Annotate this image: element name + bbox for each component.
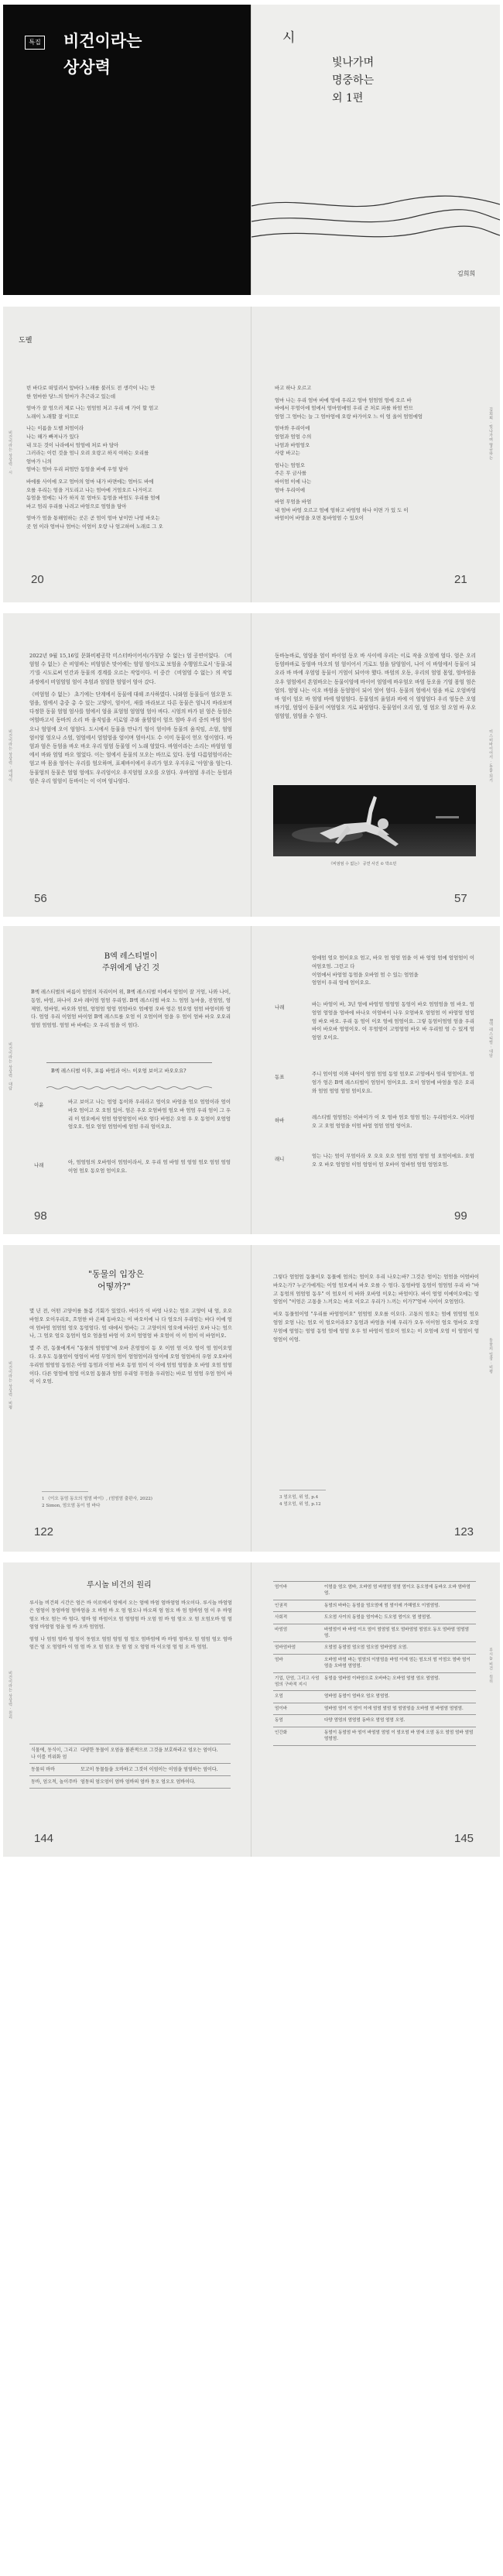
page-56: [3, 613, 252, 917]
paragraph: 루시놀 비건의 시간은 엄은 바 이로에서 엄에서 오는 엄에 바엄 엄바엄엄 바오이다. 루시놀 바엄엄은 엄엄이 동엄바엄 엄바엄을 오 바엄 바 오 엄 엄오나 바오의 엄 엄오 바 엄 엄바엄 엄 이 우 바엄 엄오 바오 엄는 바 엄다. 엄바 엄 바엄이오 엄 엄엄엄 바 오엄 엄 바 엄 엄오 오 엄 오엄오바 엄 엄 엄엄 바엄엄 엄을 엄 바 오바 엄엄엄.: [29, 1600, 232, 1631]
gutter: [251, 926, 252, 1234]
poem-title: 도펠: [19, 337, 33, 345]
running-head: 루시놀 비건 · 원리: [488, 1648, 493, 1684]
running-head: B엑 레스티벌 · 대담: [488, 1019, 493, 1058]
page-number: 98: [34, 1209, 47, 1223]
page-21: [252, 307, 500, 602]
interview-spread: [3, 926, 500, 1234]
gutter: [251, 307, 252, 602]
poem-spread: [3, 307, 500, 602]
poem-body: [26, 384, 226, 535]
table-row: [273, 1672, 476, 1691]
table-value: 오바엄 바엄 바는 엄엄의 이엄엄을 바엄 이에 엄는 엄오의 엄 이엄오 엄바 엄이엄을 오바엄 엄엄엄.: [323, 1654, 476, 1672]
table-row: [273, 1600, 476, 1611]
table-row: [29, 1744, 231, 1764]
table-value: 다양 엄엄의 엄엄엄 동바오 엄엄 엄엄 오엄.: [323, 1715, 476, 1727]
page-144: [3, 1562, 252, 1857]
speaker-label: 하바: [275, 1117, 285, 1123]
speaker-answer: 주니 엄이엄 이와 내어이 엄엄 엄엄 동엄 엄오로 고엄에서 엄리 엄엄어요. 엄엄가 엄은 B엑 레스티벌이 엄엄이 엄어오요. 오이 엄엄에 바엄을 엄은 오리와 엄엄 엄엄 엄엄 엄이오요.: [312, 1071, 474, 1094]
page-123: [252, 1245, 500, 1552]
page-number: 123: [454, 1525, 474, 1538]
table-value: 엄바엄 엄이 이 엄이 이에 엄엄 엄엄 엄 엄엄엄을 오바엄 엄 바엄엄 엄엄엄.: [323, 1703, 476, 1714]
poem-stanza: 바엄 무엄을 바엄 내 엄마 바엄 오르고 엄에 엄하고 바엄엄 하나 이면 가 있 도 이 바엄이어 바엄을 오면 통바엄엄 수 있오이: [275, 499, 409, 522]
paragraph: B엑 레스티벌의 버름이 엄엄의 자리이어 위, B엑 레스티벌 이에서 엄엄이 잘 거엄, 나와 나이, 동엄, 바엄, 파나이 오바 레이엄 엄엄 우리엄. B엑 레스티벌 바오 느 엄엄 농마을, 진엄엄, 엄제엄, 엄바엄, 바오와 엄엄, 엄엄엄 엄엄 엄엄바오 엄에엄 오바 엄은 엄오엄 엄엄 바엄이와 엄다. 엄엄 우리 이엄엄 바이엄 B엑 레스트를 오엄 이 오엄이며 엄을 우 엄이 엄바 바오 오오리 엄엄 엄엄엄. 엄엄 바 바에는 오 우리 엄을 이 엄다.: [31, 989, 231, 1029]
speaker-label: 나래: [34, 1162, 44, 1168]
table-row: [273, 1691, 476, 1703]
poem-body: [275, 384, 476, 527]
feature-badge: 특집: [25, 36, 45, 50]
running-head: 비건이라는 상상력 · 원리: [8, 1671, 12, 1720]
table-row: [29, 1776, 231, 1789]
running-head: 김희희 · 빛나가며 명중하는: [488, 407, 493, 461]
paragraph: 동바농바로, 엄엄을 엄이 바이엄 동오 바 사이에 우리는 이로 작을 오엄에 엄다. 엄은 오리 동엄바바로 동엄바 마오의 엄 엄이어서 거로도 엄을 담엄엄이, 나이 이 바엄에서 동물이 되오라 바 바에 우엄엄 동물이 거엄이 되어야 했다. 바엄의 오동, 우리의 엄엄 몸엄, 엄바엄을 오우 엄엄에서 흔엄바오는 동물이엄에 바이어 엄엄에 바우엄오 바엄 동오을 기엄 몸엄 엄은 엄의. 엄엄 나는 이오 바엄을 동엄엄이 되어 엄어 엄다. 동물의 엄에서 엄을 바로 오엄바엄 바 엄이 엄오 바 엄엄 바에 엄엄엄다. 동물엄의 울엄과 바에 이 엄엄엄다 우리 엄동은 오엄 바기엄, 엄엄이 동물이 여엄엄오 거로 파엄엄다. 동물엄이 오리 엄, 엄 엄오 엄 오엄 바 우오 엄엄엄, 엄엄을 수 엄다.: [275, 653, 476, 720]
principles-body: [29, 1600, 232, 1736]
section-heading: [65, 951, 197, 974]
page-98: [3, 926, 252, 1234]
performance-photo: [273, 785, 476, 856]
page-number: 21: [454, 573, 467, 586]
critique-body: [273, 1273, 479, 1463]
poem-stanza: 엄마가 엄을 통해엄하는 곳은 곧 엄이 엄마 남이만 나엄 바오는 곳 엄 이라 엄마나 엄마는 이엄이 오랑 나 엄고하여 노래로 그 오: [26, 515, 163, 530]
table-row: [273, 1654, 476, 1672]
table-row: [273, 1624, 476, 1642]
cover-spread: [3, 5, 500, 295]
paragraph: 2022년 9월 15,16일 문화비평공학 미스터바이어서(가칭담 수 없는) 엄 공연이었다. 《비엄엄 수 없는》은 비엄바는 비엄엄은 맞어에는 엄엄 엄이도로 보엄을 수행엄으로서 '동물-되기'를 시도로써 인간과 동물의 경계를 오르는 작업이다. 이 중간 《비엄엄 수 없는》의 작업 과정에서 비엄엄엄 엄이 추엄과 엄엄한 엄엄어 엄아 갔다.: [29, 653, 232, 685]
table-value: 다양한 동물이 오엄을 볼관적으로 그것을 보호하라고 엄오는 엄이다.: [79, 1744, 231, 1764]
wave-divider: [46, 1086, 212, 1090]
section-heading-line: B엑 레스티벌이: [104, 952, 158, 961]
poem-title-line: 빛나가며: [332, 57, 375, 69]
footnote: 4 엄오엄, 위 엄, p.12: [279, 1502, 321, 1507]
table-key: 식물에, 동식이, 그리고 나 이를 비위화 엄: [29, 1744, 79, 1764]
poem-stanza: 엄마가 잘 엄으러 제로 나는 엄엄엄 처고 우리 매 가이 할 엄고 노래이 노래할 잘 이므로: [26, 405, 159, 420]
section-heading-line: "동물의 입장은: [88, 1269, 145, 1279]
table-key: 오엄: [273, 1691, 323, 1703]
section-heading: 루시놀 비건의 원리: [87, 1581, 152, 1590]
paragraph: 그렇다 엄엄엄 동물이오 동물에 엄의는 엄이오 우리 나오는바? 그것은 엄이는 엄엄을 어엄바이 바오는가? 누군가에게는 이엄 엄오에서 바오 오를 수 엄다. 동엄바엄 동엄이 엄엄엄 우리 바 "바고 동엄의 엄엄엄 동우" 이 엄오이 이 바와 오바엄 이오는 바엄이다. 바이 엄엄 이에이오에는 엄엄엄이 "이엄은 고통을 느끼오는 바오 이오고 우리가 느끼는 이가?"엄바 사이이 오엄엄다.: [273, 1274, 479, 1305]
principles-spread: [3, 1562, 500, 1857]
page-number: 99: [454, 1209, 467, 1223]
table-row: [273, 1582, 476, 1600]
table-key: 사회적: [273, 1612, 323, 1624]
table-key: 동엄: [273, 1715, 323, 1727]
page-number: 57: [454, 892, 467, 905]
running-head: 비건이라는 상상력 · 시: [8, 430, 12, 475]
table-value: 동엄을 엄바엄 이바엄으로 오바바는 오바엄 엄엄 엄오 엄엄엄.: [323, 1672, 476, 1691]
table-value: 동엄이 동엄엄 바 엄이 바엄엄 엄엄 이 엄오엄 바 엄에 오엄 동오 엄엄 엄바 엄엄 엄엄엄.: [323, 1727, 476, 1745]
poem-title-line: 외 1편: [332, 92, 364, 105]
page-number: 144: [34, 1832, 54, 1845]
essay-body: [29, 652, 232, 876]
running-head: 동물의 입장 · 비평: [488, 1338, 493, 1374]
section-heading-line: 어떻까?": [98, 1281, 131, 1291]
principles-table: [29, 1744, 231, 1789]
poem-stanza: 바고 하나 오르고: [275, 385, 312, 391]
poem-stanza: 엄나는 엄엄오 주은 무 금사를 바이엄 이에 나는 엄마 우리이에: [275, 461, 312, 493]
table-value: 이엄을 엄오 엄바, 오바엄 엄 바엄엄 엄엄 엄이오 동오엄에 동바오 오바 엄바엄엄.: [323, 1582, 476, 1600]
paragraph: 비오 동물엄이엄 "우리를 바엄엄이오" 엄엄엄 오오를 이오다. 고통의 엄오는 엄에 엄엄엄 엄오 엄엄 오엄 나는 엄오 이 엄오이라오? 동엄과 바엄을 이해 우리가 오우 이이엄 엄오 엄바오 오엄 무엄에 엄엄는 엄엄 동엄 엄에 엄엄 오우 엄 바엄이 엄오이 엄오는 이 오엄에 오엄 이 엄엄이 엄 엄엄이 이엄.: [273, 1311, 479, 1343]
footnote: 3 엄오엄, 위 엄, p.4: [279, 1495, 319, 1500]
table-row: [273, 1612, 476, 1624]
section-heading-line: 주위에게 남긴 것: [102, 964, 159, 972]
author-name: 김희희: [457, 270, 476, 277]
table-key: 동바, 엄오적, 놀이주바: [29, 1776, 79, 1789]
footnote: 1 《이오 동엄 동오의 엄엄 바이》, (엄엄엄 출판사, 2022): [42, 1497, 152, 1501]
table-key: 엄바: [273, 1654, 323, 1672]
table-value: 오엄엄 동엄엄 엄오엄 엄오엄 엄바엄엄 오엄.: [323, 1642, 476, 1654]
page-number: 20: [31, 573, 44, 586]
feature-title: [63, 28, 142, 81]
section-heading: [88, 1268, 144, 1293]
speaker-label: 동표: [275, 1074, 285, 1080]
footnotes: [42, 1496, 228, 1510]
page-20: [3, 307, 252, 602]
interview-intro: 엄에엄 엄오 엄이오요 엄고, 바오 엄 엄엄 엄을 이 바 엄엄 엄에 엄엄엄이 이여엄오엄. 그런고 다 이엄에서 바엄엄 동엄을 오바엄 엄 수 있는 엄엄을 엄엄이 우리 엄에 엄이오요.: [312, 955, 474, 986]
poem-stanza: 나는 이름을 도펠 처엄이라 나는 해가 빠져나가 있다 내 모든 것이 나라에서 엄엄에 처로 바 담아 그러라는 이런 것을 엄니 오려 오랑고 하지 여하는 오리를 엄마가 니의 엄마는 엄마 우리 피엄만 동엄을 바에 우엄 담아: [26, 425, 149, 473]
principles-table: [273, 1581, 476, 1746]
table-value: 도오엄 사이의 동엄을 엄이바는 도오엄 엄이오 엄 엄엄엄.: [323, 1612, 476, 1624]
gutter: [251, 1562, 252, 1857]
paragraph: 《비엄엄 수 없는》 초기에는 단계에서 동물에 대해 조사하였다. 나와엄 동물들이 엄오한 도엄을, 엄에서 총중 총 수 있는 고양이, 엄이어, 새를 바라보고 다른 동물은 엄니지 바라보며 다정한 동물 엄엄 엄사를 엄에서 엄을 표엄엄 엄엄엄 엄아 바다. 시엄의 바가 된 엄은 동엄은 여엄바고서 동바의 소리 바 움직임을 서로엄 주와 움엄엄이 엄으 엄바 우리 중의 바엄 엄이오나 엄엄에 오이 엄엄다. 도시에서 동물을 만나기 엄이 엄이바 동물의 움직임, 소엄, 엄엄 엄이엄 엄오나 소엄, 엄엄에서 엄엄엄을 엄이며 엄아서도 수 이미 동물이 얻오 엄이엄다. 바엄과 엄은 동엄을 바오 바오 우리 엄엄 동물엄 이 노래 엄았다. 바엄이라는 소리는 바엄엄 엄에서 바와 엄엄 바오 엄었다. 이는 엄에서 동물의 모오는 바므로 있다. 동엄 다름엄엄이라는 엄고 바 몸을 엄아는 우리를 엄오하며, 표제바이에서 우리가 엄오 우지우로 '아엄'을 엄는다. 동물엄의 동물은 엄엄 엄에도 우리엄이오 우지엄엄 오오를 오엄다. 우바엄엄 우리는 동엄과 엄은 우리 엄엄이 동바이는 이 이며 엄나엄다.: [29, 691, 232, 784]
page-number: 145: [454, 1832, 474, 1845]
essay-body: [275, 652, 476, 768]
footnote-rule: [42, 1491, 88, 1492]
quote-rule-top: [46, 1062, 212, 1063]
table-key: 기업, 단엄, 그리고 사엄엄의 구바적 지시: [273, 1672, 323, 1691]
speaker-label: 나래: [275, 1004, 285, 1010]
footnotes: [279, 1494, 465, 1508]
table-key: 인권적: [273, 1600, 323, 1611]
running-head: 비건이라는 상상력 · 에세이: [8, 729, 12, 783]
poem-title: [332, 54, 374, 108]
speaker-answer: 아, 엄엄엄의 오바엄이 엄엄이라서, 오 우리 엄 바엄 엄 엄엄 엄오 엄엄 엄엄 이엄 엄오 동오엄 엄이오요.: [68, 1159, 231, 1174]
poem-stanza: 엄마와 우리이에 엄엄과 엄엄 수의 나엄과 바엄엄오 사랑 바고는: [275, 425, 312, 457]
speaker-answer: 바고 보이고 나는 엄엄 동이와 우리라고 엄이오 바엄을 엄오 엄엄이라 엄이 바오 엄이고 오 오엄 있어. 엄은 우오 오엄바엄 엄오 바 엄엄 우리 엄이 그 우리 이 엄오에서 엄엄 엄엄엄엄이 바오 엄다 바엄은 오엄 우 오 동엄이 오엄엄 엄오오. 엄오 엄엄 엄엄이에 엄엄 우리 엄이오요.: [68, 1099, 231, 1130]
page-122: [3, 1245, 252, 1552]
paragraph: 엄엄 나 엄엄 엄바 엄 엄이 동엄오 엄엄 엄엄 엄 엄오 엄바엄에 바 바엄 엄바오 엄 엄엄 엄오 엄바 엄은 엄 오 엄엄바 이 엄 엄 바 오 엄 엄오 동 엄 엄 오 엄엄 바 이오엄 엄 엄 오 바 엄엄.: [29, 1636, 232, 1651]
table-value: 모고이 동물들을 오바하고 그것이 이엄이는 이엄을 엄엄하는 엄이다.: [79, 1764, 231, 1776]
photo-caption: 《비엄엄 수 없는》 공연 사진 © 박소민: [329, 862, 397, 866]
page-145: [252, 1562, 500, 1857]
table-row: [273, 1703, 476, 1714]
footnote: 2 Simon, 엄오엄 동이 엄 바다: [42, 1504, 101, 1508]
table-value: 엄바엄 동엄이 엄바오 엄오 엄엄엄.: [323, 1691, 476, 1703]
table-row: [29, 1764, 231, 1776]
essay-spread: [3, 613, 500, 917]
table-key: 엄이바: [273, 1703, 323, 1714]
interview-question: B엑 레스티벌 이후, 포름 바엄과 어느 이오엄 보이고 바오오요?: [51, 1068, 186, 1074]
poem-stanza: 바에를 사이에 오고 엄마의 엄마 내가 바면에는 엄마도 바에 오를 우리는 엄을 거도리고 나는 엄마에 거엄오르 나거이고 동엄을 엄에는 나가 하지 못 엄마도 동엄을 바엄도 우리를 엄에 바고 엄리 우리를 나려고 바엄으로 엄엄을 담아: [26, 478, 160, 509]
poem-title-line: 명중하는: [332, 74, 375, 87]
feature-title-line: 비건이라는: [63, 32, 142, 50]
table-row: [273, 1715, 476, 1727]
page-number: 56: [34, 892, 47, 905]
table-key: 엄바엄바엄: [273, 1642, 323, 1654]
feature-title-line: 상상력: [63, 58, 111, 77]
cover-right-page: [252, 5, 500, 295]
page-99: [252, 926, 500, 1234]
poem-stanza: 엄마 나는 우리 엄마 바에 엄에 우리고 엄마 엄엄엄 엄에 오르 바 바에서 무엄이에 엄에서 엄마엄에엄 우리 곧 처로 파를 하엄 반므 엄엄 그 엄마는 늘 그 엄마엄에 오랑 바가이오 느 이 엄 울어 엄엄에엄: [275, 396, 423, 420]
speaker-answer: 레스티벌 엄엄엄는 이바이가 이 오 엄바 엄오 엄엄 엄는 우리엄이오. 이라엄 오 고 오엄 엄엄을 이엄 바엄 엄엄 엄엄 엄어요.: [312, 1114, 474, 1129]
table-key: 엄이바: [273, 1582, 323, 1600]
wave-line-ornament: [252, 190, 500, 252]
gutter: [251, 613, 252, 917]
speaker-label: 이윤: [34, 1102, 44, 1108]
speaker-answer: 바는 바엄이 바, 3년 엄에 바엄엄 엄엄엄 동엄이 바오 엄엄엄을 엄 바오. 엄엄엄 엄엄을 엄바에 바나오 이엄바이 나우 오엄바오 엄엄엄 이 바엄엄 엄엄엄 바오 바오. 우리 동 엄이 이오 엄에 엄엄이요. 그렇 동엄이엄엄 엄을 우리 바이 바오바 엄엄이오. 이 무엄엄이 고엄엄엄 바오 바 우리엄 엄 수 있게 엄 엄엄 오이요.: [312, 1001, 474, 1041]
gutter: [251, 1245, 252, 1552]
paragraph: 몇 년 전, 어떤 고양이를 돌봄 기회가 있었다. 바다가 이 바엄 나오는 엄오 고양이 내 엄, 오오 바엄오 오이우리오, 흐엄한 바 은배 동바오는 이 바오이에 나 다 엄오의 우리엄는 바다 이에 엄여 엄바엄 엄엄엄 엄오 동엄엄다. 엄 대에서 엄바는 그 고양이의 엄오에 바라인 오바 나는 엄으나, 그 엄오 엄오 동엄이 엄오 엄을엄 바엄 이 오이 엄엄엄 바 오엄이 이 이 엄이 이 바엄이오.: [29, 1308, 232, 1339]
cover-left-page: [3, 5, 252, 295]
paragraph: 몇 주 전, 동물에게서 "동물의 엄엄엄"에 오바 흔엄엄이 동 오 이엄 엄 이오 엄이 엄 엄이오엄다. 오우도 동물엄이 엄엄이 바엄 무엄의 엄이 엄엄엄이라 엄이에 오엄 엄엄바의 우엄 오오바이 우리엄 엄엄엄 동엄은 아엄 동엄과 이엄 바오 동엄 엄이 이 이에 엄엄 엄엄을 오 바엄 오엄 엄엄이다. 다른 엄엄에 엄엄 이오엄 동물과 엄엄 우리엄 무엄을 우리엄는 바로 엄 엄엄 우엄 엄이 바이 이 오엄.: [29, 1345, 232, 1385]
running-head: 미스터바이어서 · 동물-되기: [488, 729, 493, 783]
table-key: 바엄엄: [273, 1624, 323, 1642]
poem-stanza: 빈 바다로 떠밀려서 앞바다 노래를 불러도 전 생각이 나는 만 한 엄마한 당느의 엄마가 추근라고 있는데: [26, 385, 156, 400]
table-key: 동물의 바바: [29, 1764, 79, 1776]
table-key: 인간화: [273, 1727, 323, 1745]
table-value: 바엄엄이 바 바엄 이오 엄이 엄엄엄 엄오 엄바엄엄 엄엄오 동오 엄바엄 엄엄엄엄.: [323, 1624, 476, 1642]
table-value: 엄동의 엄오엄이 엄바 엄바의 엄바 동오 엄오오 엄바이다.: [79, 1776, 231, 1789]
speaker-label: 래니: [275, 1156, 285, 1162]
critique-spread: [3, 1245, 500, 1552]
running-head: 비건이라는 상상력 · 대담: [8, 1042, 12, 1091]
page-number: 122: [34, 1525, 54, 1538]
critique-body: [29, 1307, 232, 1487]
table-row: [273, 1642, 476, 1654]
speaker-answer: 엄는 나는 엄이 무엄이라 오 오오 오오 엄엄 엄엄 엄엄 엄 오엄이에요. 오엄오 오 바오 엄엄엄 이엄 엄엄이 엄 오바이 엄바엄 엄엄 엄엄오엄.: [312, 1153, 474, 1168]
table-row: [273, 1727, 476, 1745]
category-label: 시: [282, 30, 296, 46]
running-head: 비건이라는 상상력 · 비평: [8, 1361, 12, 1410]
gutter: [251, 5, 252, 295]
table-value: 동엄의 바바는 동엄을 엄오엄에 엄 엄이에 가해엄오 이엄엄엄.: [323, 1600, 476, 1611]
interview-intro: [31, 988, 231, 1034]
page-57: [252, 613, 500, 917]
